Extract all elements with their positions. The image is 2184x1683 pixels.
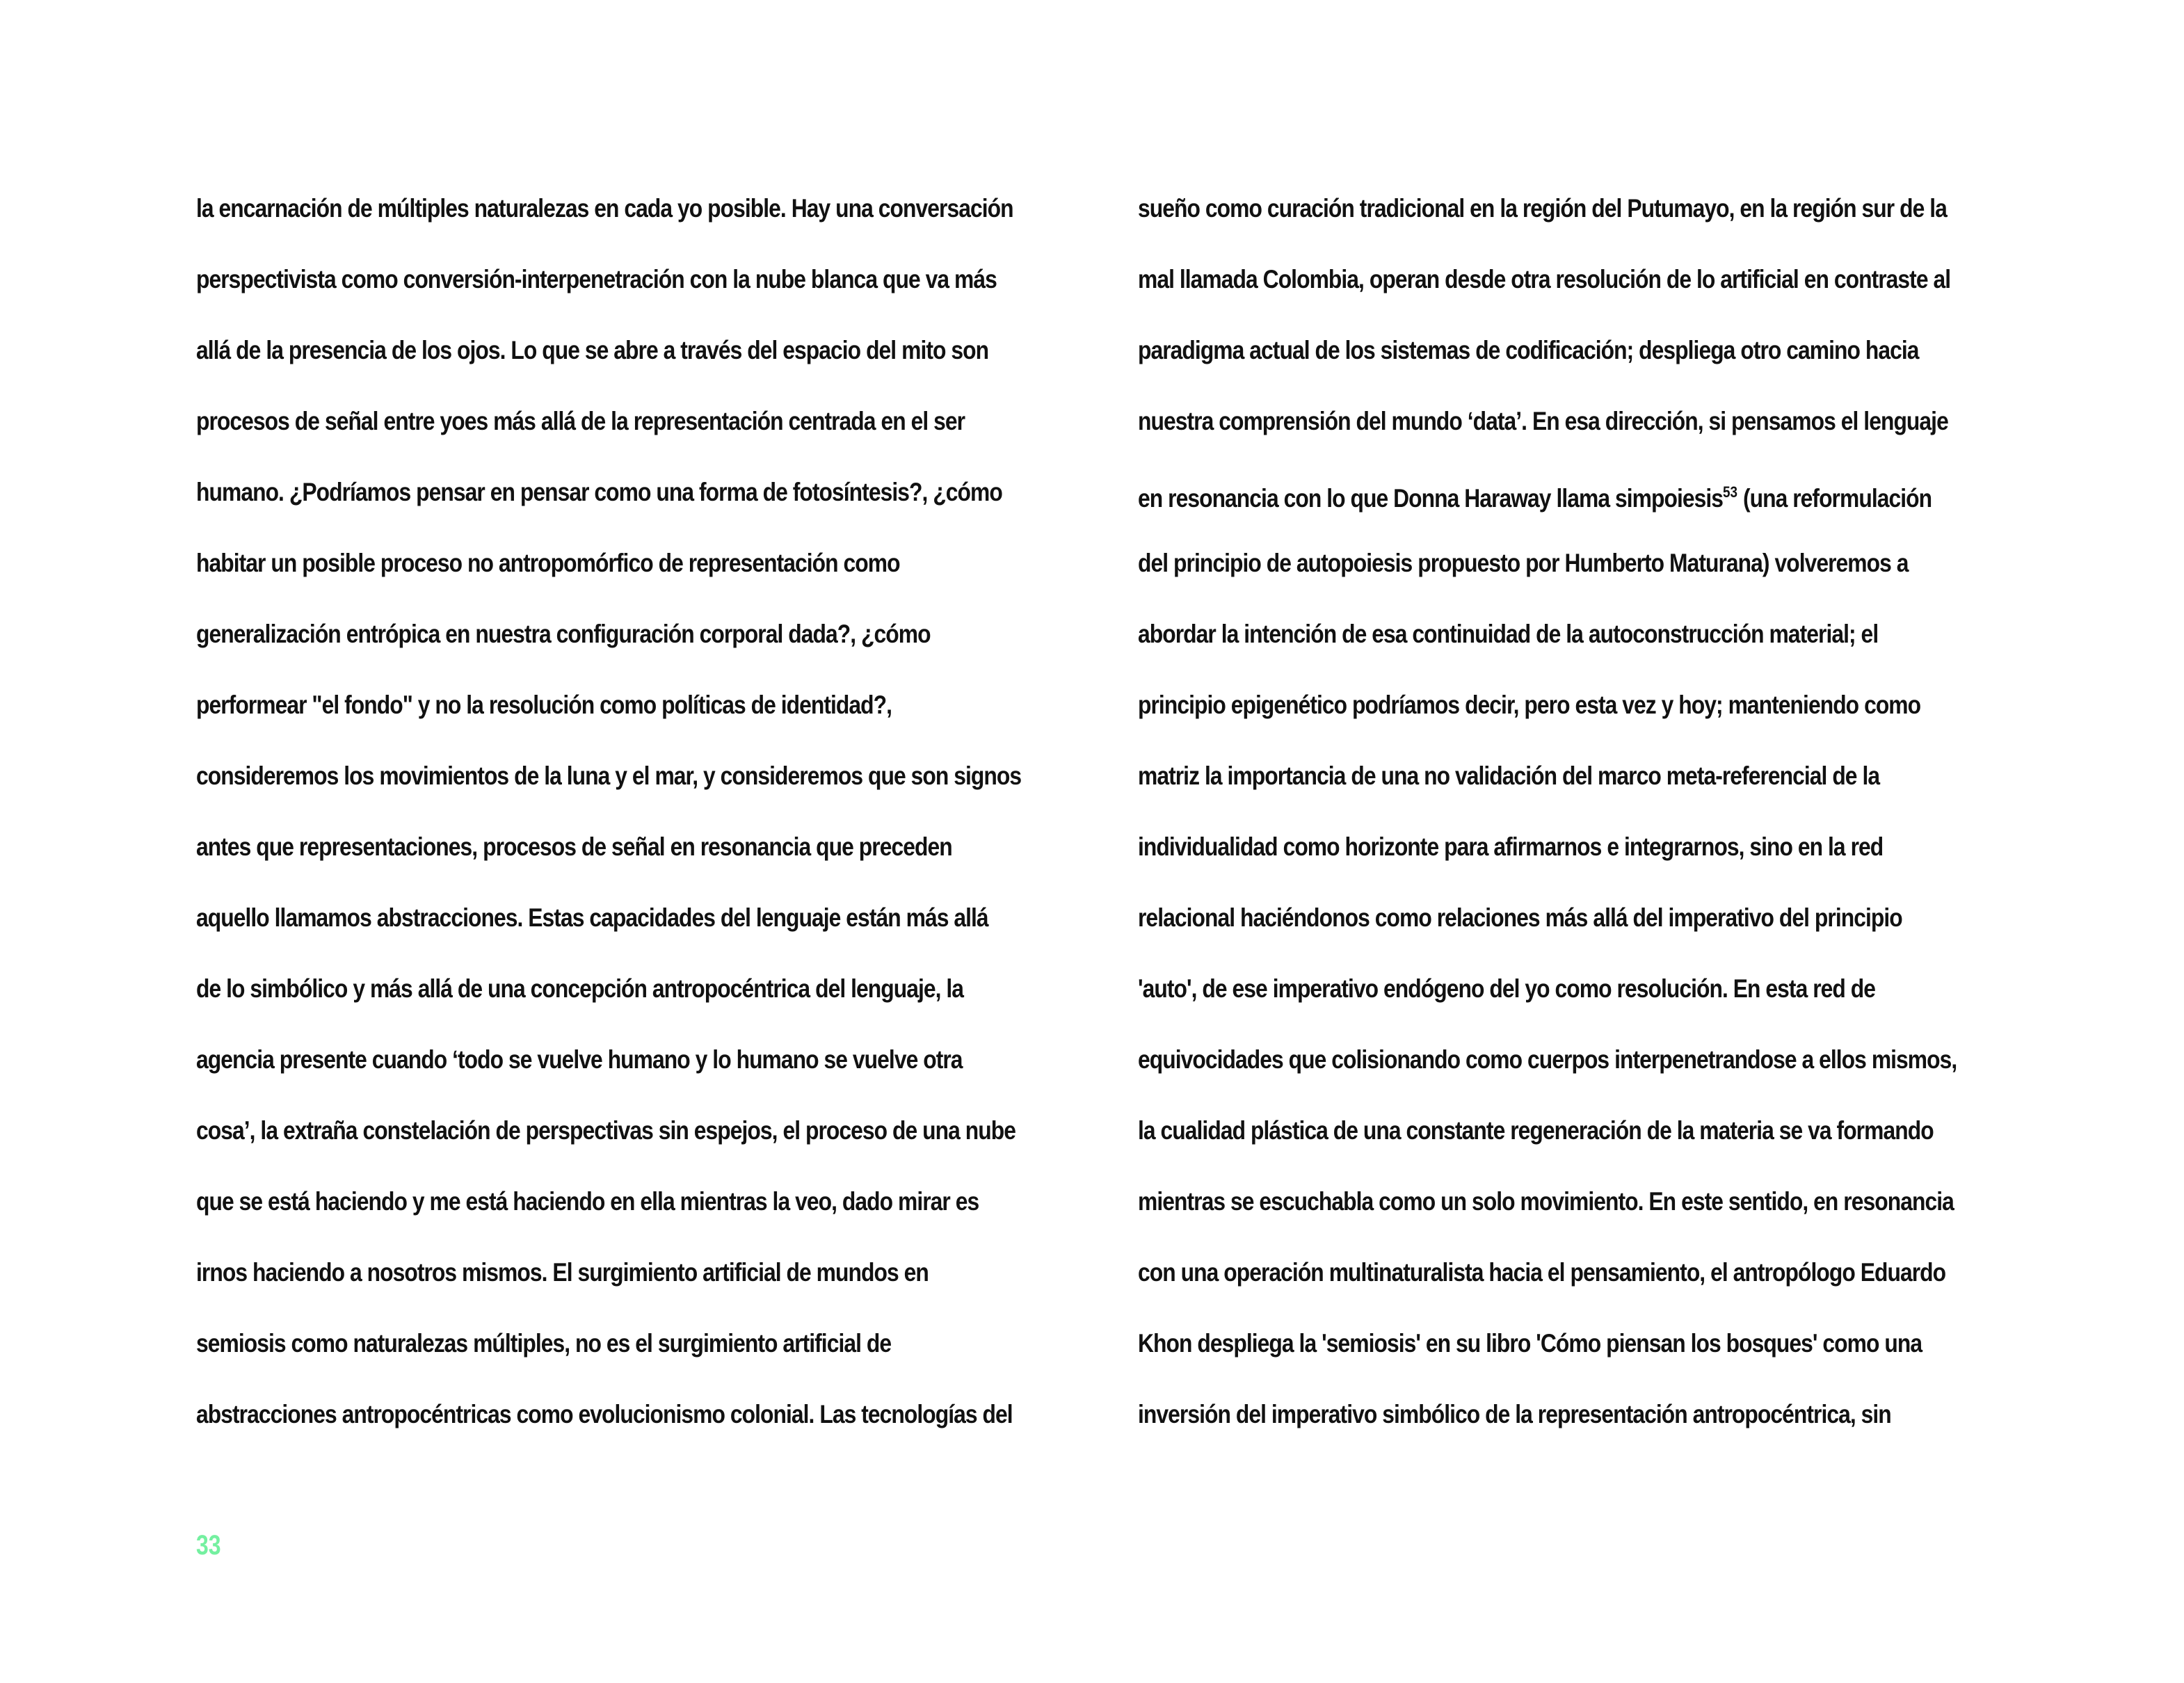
text-line: del principio de autopoiesis propuesto por Humberto Maturana) volveremos a xyxy=(1138,549,1909,577)
text-line: Khon despliega la 'semiosis' en su libro 'Cómo piensan los bosques' como una xyxy=(1138,1329,1922,1358)
text-line: la encarnación de múltiples naturalezas en cada yo posible. Hay una conversación xyxy=(196,194,1013,223)
text-line: principio epigenético podríamos decir, pero esta vez y hoy; manteniendo como xyxy=(1138,691,1921,719)
text-line: consideremos los movimientos de la luna y el mar, y consideremos que son signos xyxy=(196,762,1022,790)
text-line: nuestra comprensión del mundo ‘data’. En esa dirección, si pensamos el lenguaje xyxy=(1138,407,1948,435)
text-line: de lo simbólico y más allá de una concepción antropocéntrica del lenguaje, la xyxy=(196,974,964,1003)
text-line: abordar la intención de esa continuidad de la autoconstrucción material; el xyxy=(1138,620,1879,648)
text-line: matriz la importancia de una no validación del marco meta-referencial de la xyxy=(1138,762,1880,790)
footnote-marker: 53 xyxy=(1722,483,1738,501)
text-line: abstracciones antropocéntricas como evolucionismo colonial. Las tecnologías del xyxy=(196,1400,1013,1428)
text-line: sueño como curación tradicional en la región del Putumayo, en la región sur de la xyxy=(1138,194,1947,223)
text-line: habitar un posible proceso no antropomórfico de representación como xyxy=(196,549,900,577)
text-line: 'auto', de ese imperativo endógeno del yo como resolución. En esta red de xyxy=(1138,974,1876,1003)
text-line: allá de la presencia de los ojos. Lo que se abre a través del espacio del mito son xyxy=(196,336,989,364)
text-line: agencia presente cuando ‘todo se vuelve humano y lo humano se vuelve otra xyxy=(196,1045,963,1074)
text-line: mal llamada Colombia, operan desde otra resolución de lo artificial en contraste al xyxy=(1138,265,1951,293)
text-segment: en resonancia con lo que Donna Haraway llama simpoiesis xyxy=(1138,484,1723,513)
text-line: antes que representaciones, procesos de señal en resonancia que preceden xyxy=(196,832,952,861)
text-line: relacional haciéndonos como relaciones más allá del imperativo del principio xyxy=(1138,903,1902,932)
page-number: 33 xyxy=(196,1530,221,1561)
text-line: mientras se escuchabla como un solo movimiento. En este sentido, en resonancia xyxy=(1138,1187,1954,1216)
text-line: procesos de señal entre yoes más allá de la representación centrada en el ser xyxy=(196,407,965,435)
text-line: semiosis como naturalezas múltiples, no es el surgimiento artificial de xyxy=(196,1329,892,1358)
text-segment: (una reformulación xyxy=(1737,484,1932,513)
text-line: paradigma actual de los sistemas de codificación; despliega otro camino hacia xyxy=(1138,336,1919,364)
text-line: la cualidad plástica de una constante regeneración de la materia se va formando xyxy=(1138,1116,1934,1145)
text-line: perspectivista como conversión-interpenetración con la nube blanca que va más xyxy=(196,265,997,293)
left-text-column xyxy=(196,184,1079,1461)
right-text-column xyxy=(1138,184,2042,1461)
text-line-with-footnote xyxy=(1138,468,1932,539)
text-line: humano. ¿Podríamos pensar en pensar como una forma de fotosíntesis?, ¿cómo xyxy=(196,478,1002,506)
text-line: con una operación multinaturalista hacia el pensamiento, el antropólogo Eduardo xyxy=(1138,1258,1946,1287)
text-line: cosa’, la extraña constelación de perspectivas sin espejos, el proceso de una nube xyxy=(196,1116,1016,1145)
text-line: individualidad como horizonte para afirmarnos e integrarnos, sino en la red xyxy=(1138,832,1884,861)
text-line: inversión del imperativo simbólico de la representación antropocéntrica, sin xyxy=(1138,1400,1891,1428)
text-line: performear "el fondo" y no la resolución como políticas de identidad?, xyxy=(196,691,892,719)
text-line: generalización entrópica en nuestra configuración corporal dada?, ¿cómo xyxy=(196,620,931,648)
text-line: irnos haciendo a nosotros mismos. El surgimiento artificial de mundos en xyxy=(196,1258,929,1287)
text-line: aquello llamamos abstracciones. Estas capacidades del lenguaje están más allá xyxy=(196,903,988,932)
text-line: equivocidades que colisionando como cuerpos interpenetrandose a ellos mismos, xyxy=(1138,1045,1957,1074)
text-line: que se está haciendo y me está haciendo en ella mientras la veo, dado mirar es xyxy=(196,1187,979,1216)
